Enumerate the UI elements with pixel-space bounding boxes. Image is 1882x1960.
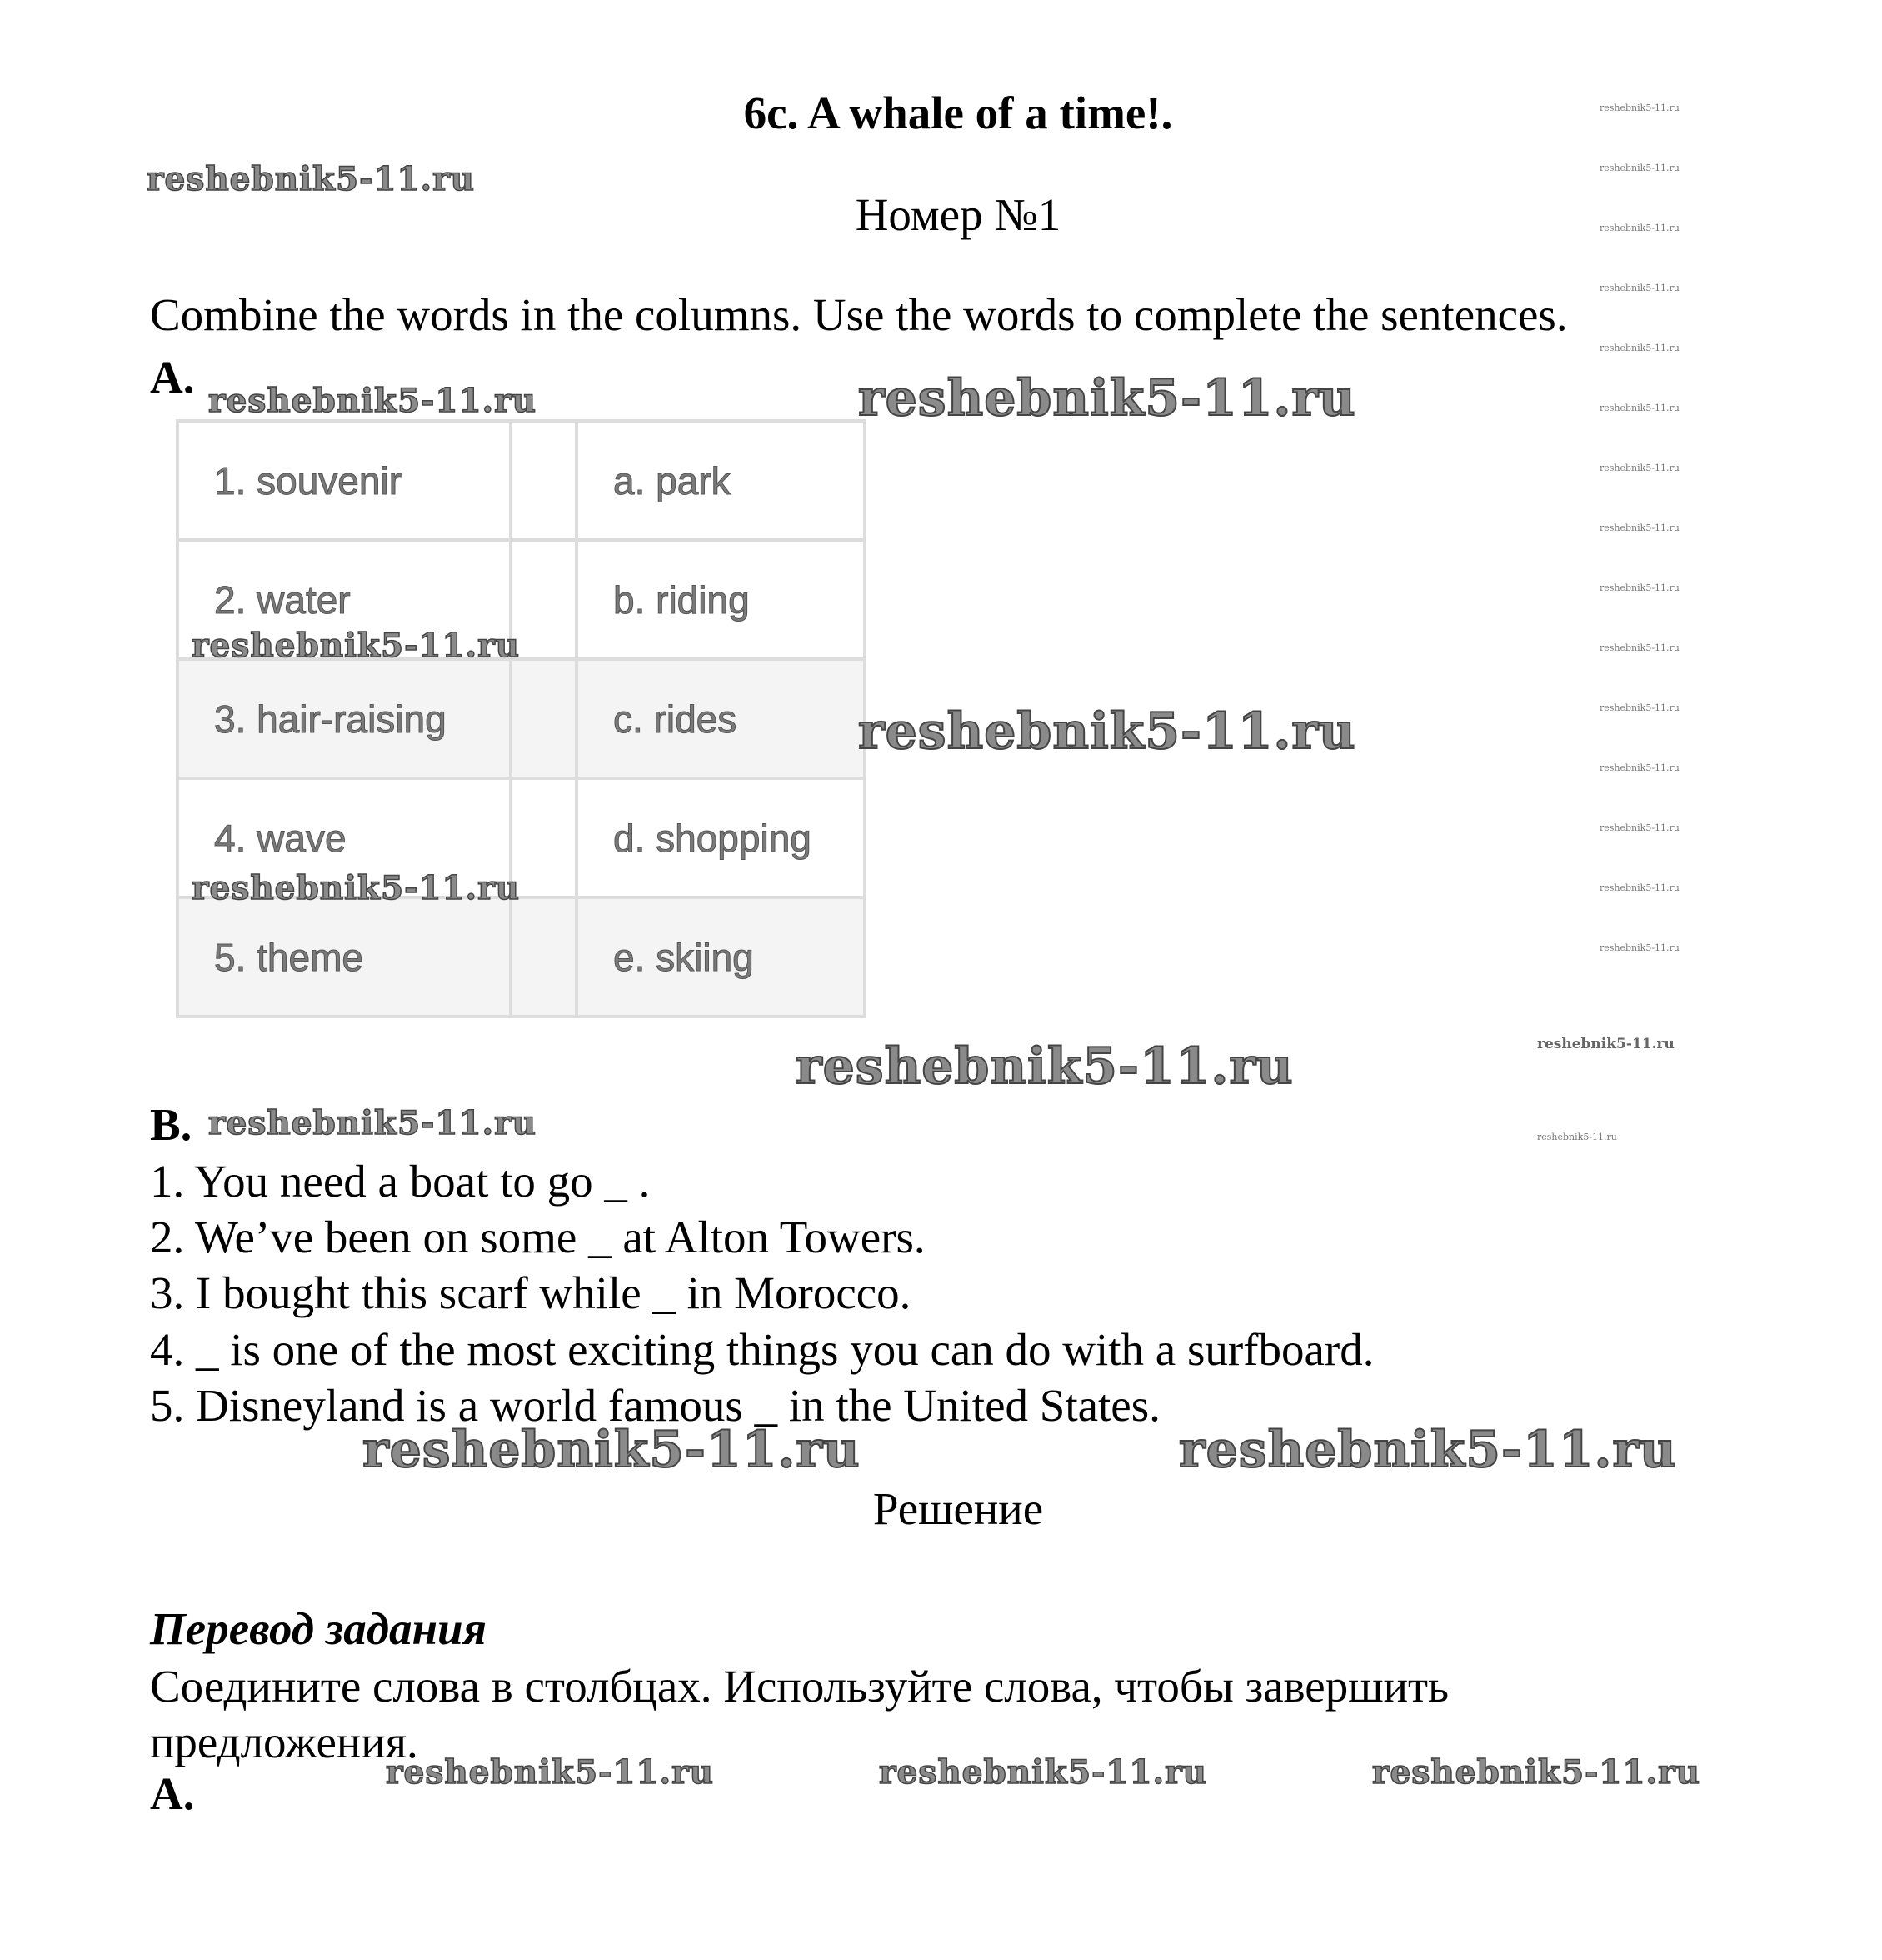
watermark: reshebnik5-11.ru xyxy=(362,1421,861,1479)
right-column-word: c. rides xyxy=(577,659,865,778)
watermark: reshebnik5-11.ru xyxy=(858,369,1356,428)
right-column-word: b. riding xyxy=(577,540,865,659)
watermark: reshebnik5-11.ru xyxy=(1600,402,1680,413)
sentence-item: 3. I bought this scarf while _ in Morocco. xyxy=(150,1268,911,1318)
left-column-word: 4. wave xyxy=(177,778,511,898)
section-a-label: A. xyxy=(150,352,195,402)
watermark: reshebnik5-11.ru xyxy=(1600,222,1680,233)
section-b-label: B. xyxy=(150,1099,192,1150)
table-row xyxy=(177,898,865,1017)
blank-cell xyxy=(511,898,577,1017)
solution-heading: Решение xyxy=(872,1483,1044,1534)
watermark: reshebnik5-11.ru xyxy=(1600,582,1680,593)
watermark: reshebnik5-11.ru xyxy=(208,1104,537,1142)
watermark: reshebnik5-11.ru xyxy=(1600,942,1680,953)
watermark: reshebnik5-11.ru xyxy=(1600,822,1680,833)
left-column-word: 3. hair-raising xyxy=(177,659,511,778)
watermark: reshebnik5-11.ru xyxy=(1372,1753,1701,1792)
watermark: reshebnik5-11.ru xyxy=(1600,642,1680,653)
left-column-word: 2. water xyxy=(177,540,511,659)
exercise-number: Номер №1 xyxy=(855,189,1061,240)
blank-cell xyxy=(511,659,577,778)
sentence-item: 2. We’ve been on some _ at Alton Towers. xyxy=(150,1212,926,1262)
blank-cell xyxy=(511,421,577,540)
blank-cell xyxy=(511,540,577,659)
page-title: 6c. A whale of a time!. xyxy=(743,88,1173,138)
watermark: reshebnik5-11.ru xyxy=(1600,282,1680,293)
table-row xyxy=(177,659,865,778)
translation-heading: Перевод задания xyxy=(150,1603,487,1654)
table-row xyxy=(177,421,865,540)
watermark: reshebnik5-11.ru xyxy=(1600,882,1680,893)
watermark: reshebnik5-11.ru xyxy=(796,1038,1294,1096)
watermark: reshebnik5-11.ru xyxy=(1600,342,1680,353)
watermark: reshebnik5-11.ru xyxy=(208,382,537,420)
sentence-item: 4. _ is one of the most exciting things you can do with a surfboard. xyxy=(150,1324,1375,1375)
translation-text: Соедините слова в столбцах. Используйте слова, чтобы завершить предложения. xyxy=(150,1661,1450,1768)
right-column-word: e. skiing xyxy=(577,898,865,1017)
blank-cell xyxy=(511,778,577,898)
left-column-word: 1. souvenir xyxy=(177,421,511,540)
watermark: reshebnik5-11.ru xyxy=(879,1753,1208,1792)
translation-section-a-label: A. xyxy=(150,1768,195,1819)
watermark: reshebnik5-11.ru xyxy=(147,160,476,198)
watermark: reshebnik5-11.ru xyxy=(1600,462,1680,473)
watermark: reshebnik5-11.ru xyxy=(1600,762,1680,773)
watermark: reshebnik5-11.ru xyxy=(386,1753,715,1792)
watermark: reshebnik5-11.ru xyxy=(858,702,1356,761)
watermark: reshebnik5-11.ru xyxy=(1537,1036,1675,1052)
watermark: reshebnik5-11.ru xyxy=(1600,102,1680,113)
watermark: reshebnik5-11.ru xyxy=(192,627,521,665)
watermark: reshebnik5-11.ru xyxy=(1179,1421,1677,1479)
right-column-word: d. shopping xyxy=(577,778,865,898)
watermark: reshebnik5-11.ru xyxy=(192,869,521,908)
left-column-word: 5. theme xyxy=(177,898,511,1017)
instruction-text: Combine the words in the columns. Use the words to complete the sentences. xyxy=(150,289,1568,340)
matching-table xyxy=(176,419,866,1018)
watermark: reshebnik5-11.ru xyxy=(1600,162,1680,173)
right-column-word: a. park xyxy=(577,421,865,540)
sentence-item: 5. Disneyland is a world famous _ in the United States. xyxy=(150,1380,1161,1431)
sentence-item: 1. You need a boat to go _ . xyxy=(150,1156,651,1207)
watermark: reshebnik5-11.ru xyxy=(1537,1132,1617,1142)
watermark: reshebnik5-11.ru xyxy=(1600,702,1680,713)
watermark: reshebnik5-11.ru xyxy=(1600,522,1680,533)
